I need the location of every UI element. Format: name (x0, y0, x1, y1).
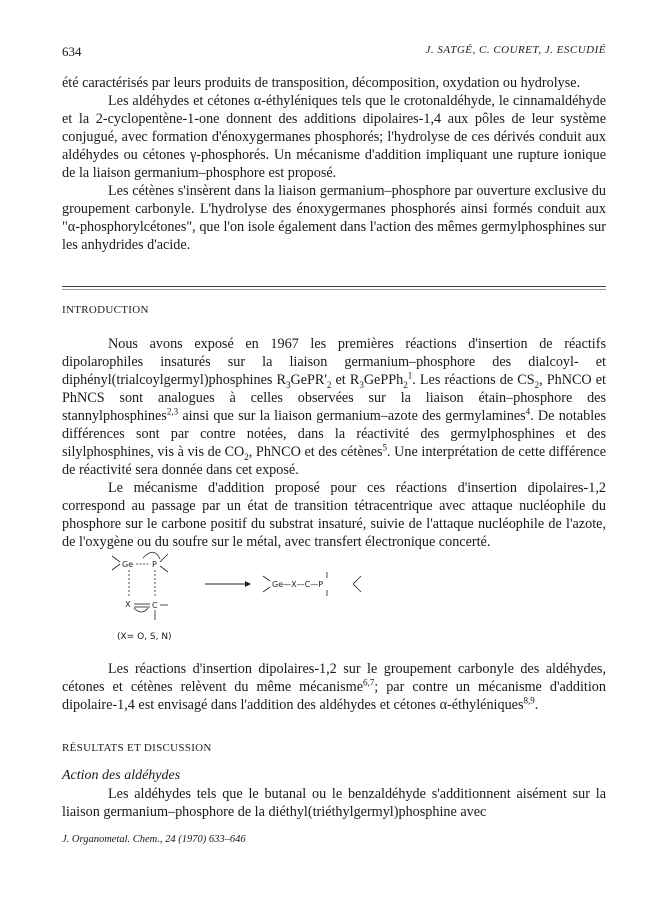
introduction-paragraph-1: Nous avons exposé en 1967 les premières réactions d'insertion de réactifs dipolarophiles insaturés sur la liaison germanium–phosphore des dialcoyl- et diphényl(trialcoylgermyl)phosphines $R_3GePR'_2$ et $R_3GePPh_2^1$. Les réactions de $CS_2$, PhNCO et PhNCS sont analogues à celles observées sur la liaison étain–phosphore des stannylphosphines$^{2,3}$ ainsi que sur la liaison germanium–azote des germylamines$^4$. De notables différences sont par contre notées, dans la réactivité des germylphosphines et des silylphosphines, vis à vis de $CO_2$, PhNCO et des cétènes$^5$. Une interprétation de cette différence de réactivité sera donnée dans cet exposé. (62, 336, 607, 478)
abstract (62, 74, 606, 254)
results-subheading: Action des aldéhydes (62, 768, 181, 783)
abstract-paragraph-1: été caractérisés par leurs produits de transposition, décomposition, oxydation ou hydrolyse. (62, 75, 581, 91)
scheme-product-label: Ge—X—C—P (272, 580, 324, 589)
journal-citation-footer: J. Organometal. Chem., 24 (1970) 633–646 (62, 834, 246, 845)
results-heading: RÉSULTATS ET DISCUSSION (62, 742, 212, 754)
introduction-heading: INTRODUCTION (62, 304, 149, 316)
page-number: 634 (62, 44, 82, 59)
abstract-paragraph-3: Les cétènes s'insèrent dans la liaison germanium–phosphore par ouverture exclusive du groupement carbonyle. L'hydrolyse des énoxygermanes phosphorés ainsi formés conduit aux "α-phosphorylcétones", que l'on isole également dans l'action des mêmes germylphosphines sur les anhydrides d'acide. (62, 183, 606, 253)
section-divider (62, 286, 606, 287)
scheme-ge-label: Ge (122, 560, 134, 569)
scheme-x-label: X (125, 600, 131, 609)
abstract-paragraph-2: Les aldéhydes et cétones α-éthyléniques tels que le crotonaldéhyde, le cinnamaldéhyde et la 2-cyclopentène-1-one donnent des additions dipolaires-1,4 aux pôles de leur système conjugué, avec formation d'énoxygermanes phosphorés; l'hydrolyse de ces dérivés conduit aux aldéhydes ou cétones γ-phosphorés. Un mécanisme d'addition impliquant une rupture ionique de la liaison germanium–phosphore est proposé. (62, 93, 606, 181)
running-authors: J. SATGÉ, C. COURET, J. ESCUDIÉ (425, 44, 606, 56)
scheme-legend: (X= O, S, N) (117, 632, 172, 642)
running-header (62, 44, 606, 64)
scheme-c-label: C (152, 601, 158, 610)
scheme-p-label: P (152, 560, 157, 569)
introduction-paragraph-2: Le mécanisme d'addition proposé pour ces réactions d'insertion dipolaires-1,2 correspond au passage par un état de transition tétracentrique avec attaque nucléophile du phosphore sur le carbone positif du substrat insaturé, suivie de l'attaque nucléophile de l'azote, de l'oxygène ou du soufre sur le métal, avec transfert électronique concerté. (62, 480, 606, 550)
results-paragraph: Les aldéhydes tels que le butanal ou le benzaldéhyde s'additionnent aisément sur la liaison germanium–phosphore de la diéthyl(triéthylgermyl)phosphine avec (62, 786, 606, 820)
introduction-section (62, 335, 606, 551)
mechanism-paragraph: Les réactions d'insertion dipolaires-1,2 sur le groupement carbonyle des aldéhydes, cétones et cétènes relèvent du même mécanisme$^{6,7}$; par contre un mécanisme d'addition dipolaire-1,4 est envisagé dans l'addition des aldéhydes et cétones α-éthyléniques$^{8,9}$. (62, 661, 606, 713)
section-divider-secondary (62, 289, 606, 290)
